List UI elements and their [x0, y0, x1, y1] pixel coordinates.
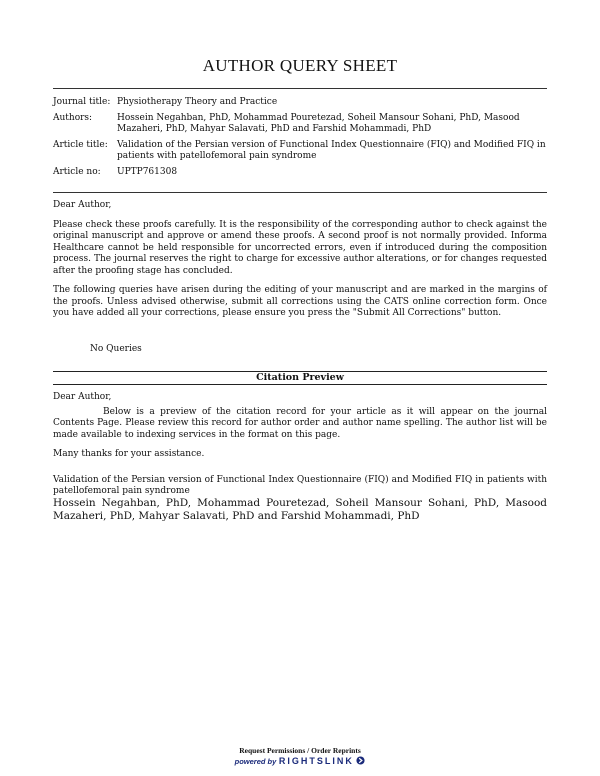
- preview-article-title: Validation of the Persian version of Functional Index Questionnaire (FIQ) and Modified FIQ in patients with patellofemoral pain syndrome: [53, 474, 547, 496]
- divider-middle: [53, 192, 547, 193]
- article-meta: [53, 97, 547, 183]
- citation-preview: [53, 392, 547, 531]
- meta-value: Physiotherapy Theory and Practice: [117, 97, 278, 107]
- citation-thanks: Many thanks for your assistance.: [53, 449, 205, 459]
- meta-label: Article title:: [53, 140, 108, 150]
- powered-by-text: powered by: [234, 757, 277, 766]
- meta-row-article-no: [53, 167, 547, 178]
- meta-value: UPTP761308: [117, 167, 178, 177]
- meta-row-article-title: [53, 140, 547, 162]
- meta-label: Authors:: [53, 113, 93, 123]
- meta-row-authors: [53, 113, 547, 135]
- meta-label: Article no:: [53, 167, 101, 177]
- no-queries-text: No Queries: [90, 344, 142, 354]
- meta-label: Journal title:: [53, 97, 111, 107]
- citation-greeting: Dear Author,: [53, 392, 112, 402]
- rightslink-logo-text: RIGHTSLINK: [278, 756, 354, 766]
- rightslink-badge[interactable]: [0, 756, 600, 766]
- rightslink-footer: [0, 746, 600, 766]
- preview-authors: Hossein Negahban, PhD, Mohammad Pouretezad, Soheil Mansour Sohani, PhD, Masood Mazaheri, PhD, Mahyar Salavati, PhD and Farshid Mohammadi, PhD: [53, 496, 547, 522]
- meta-value: Validation of the Persian version of Functional Index Questionnaire (FIQ) and Modified FIQ in patients with patellofemoral pain syndrome: [117, 140, 546, 161]
- letter-greeting: Dear Author,: [53, 200, 112, 210]
- rightslink-arrow-icon: [356, 756, 365, 765]
- citation-paragraph: Below is a preview of the citation record for your article as it will appear on the journal Contents Page. Please review this record for author order and author name spelling. The author list will be made available to indexing services in the format on this page.: [53, 406, 547, 440]
- author-letter: [53, 200, 547, 328]
- letter-paragraph-1: Please check these proofs carefully. It is the responsibility of the corresponding author to check against the original manuscript and approve or amend these proofs. A second proof is not normally provided. Informa Healthcare cannot be held responsible for uncorrected errors, even if introduced during the composition process. The journal reserves the right to charge for excessive author alterations, or for changes requested after the proofing stage has concluded.: [53, 219, 547, 276]
- page-title: AUTHOR QUERY SHEET: [202, 56, 398, 75]
- request-permissions-link[interactable]: Request Permissions / Order Reprints: [239, 746, 361, 755]
- letter-paragraph-2: The following queries have arisen during the editing of your manuscript and are marked in the margins of the proofs. Unless advised otherwise, submit all corrections using the CATS online correction form. Once you have added all your corrections, please ensure you press the "Submit All Corrections" button.: [53, 285, 547, 318]
- divider-top: [53, 88, 547, 89]
- meta-row-journal: [53, 97, 547, 108]
- citation-preview-heading: Citation Preview: [53, 371, 547, 385]
- meta-value: Hossein Negahban, PhD, Mohammad Pouretezad, Soheil Mansour Sohani, PhD, Masood Mazaheri, PhD, Mahyar Salavati, PhD and Farshid Mohammadi, PhD: [117, 113, 520, 134]
